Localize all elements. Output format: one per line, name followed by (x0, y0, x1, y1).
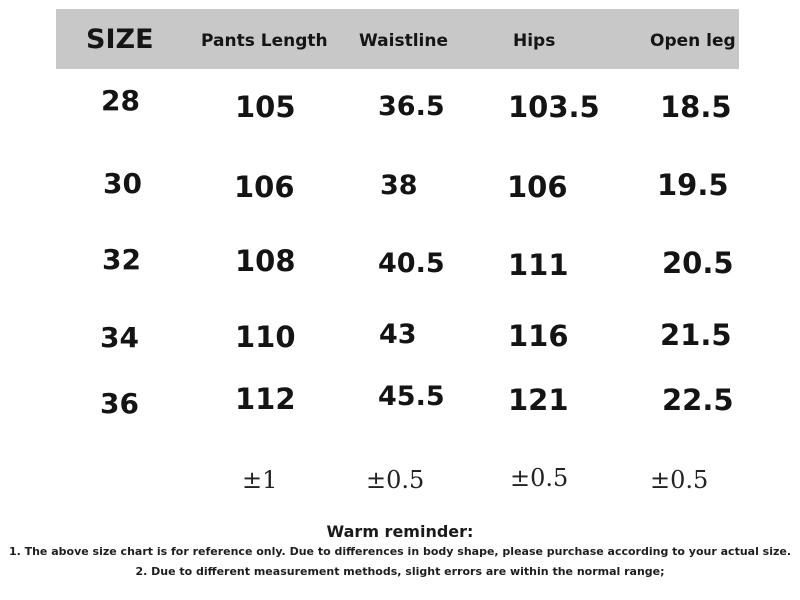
hips-value: 103.5 (508, 90, 600, 124)
reminder-note-1: 1. The above size chart is for reference only. Due to differences in body shape, please purchase according to your actual size. (8, 545, 792, 558)
size-value: 34 (100, 321, 139, 354)
tolerance-hips: ±0.5 (510, 464, 569, 492)
size-value: 32 (102, 243, 141, 276)
waistline-value: 43 (379, 319, 417, 350)
reminder-note-2: 2. Due to different measurement methods, slight errors are within the normal range; (135, 565, 665, 578)
pants-length-value: 112 (235, 382, 296, 416)
hips-value: 116 (508, 319, 569, 353)
open-leg-value: 20.5 (662, 246, 734, 280)
header-pants-length: Pants Length (201, 31, 328, 51)
pants-length-value: 110 (235, 320, 296, 354)
tolerance-waistline: ±0.5 (366, 466, 425, 494)
waistline-value: 38 (380, 170, 418, 201)
open-leg-value: 18.5 (660, 90, 732, 124)
hips-value: 106 (507, 170, 568, 204)
header-size: SIZE (86, 24, 154, 55)
pants-length-value: 106 (234, 170, 295, 204)
reminder-title: Warm reminder: (326, 522, 474, 541)
open-leg-value: 22.5 (662, 383, 734, 417)
open-leg-value: 19.5 (657, 168, 729, 202)
waistline-value: 45.5 (378, 381, 445, 412)
hips-value: 121 (508, 383, 569, 417)
size-value: 36 (100, 387, 139, 420)
hips-value: 111 (508, 248, 569, 282)
size-value: 28 (101, 84, 140, 117)
header-open-leg: Open leg (650, 31, 736, 51)
waistline-value: 36.5 (378, 91, 445, 122)
waistline-value: 40.5 (378, 248, 445, 279)
pants-length-value: 108 (235, 244, 296, 278)
pants-length-value: 105 (235, 90, 296, 124)
open-leg-value: 21.5 (660, 318, 732, 352)
tolerance-open-leg: ±0.5 (650, 466, 709, 494)
tolerance-pants-length: ±1 (242, 466, 278, 494)
header-waistline: Waistline (359, 31, 448, 51)
size-value: 30 (103, 167, 142, 200)
header-hips: Hips (513, 31, 556, 51)
